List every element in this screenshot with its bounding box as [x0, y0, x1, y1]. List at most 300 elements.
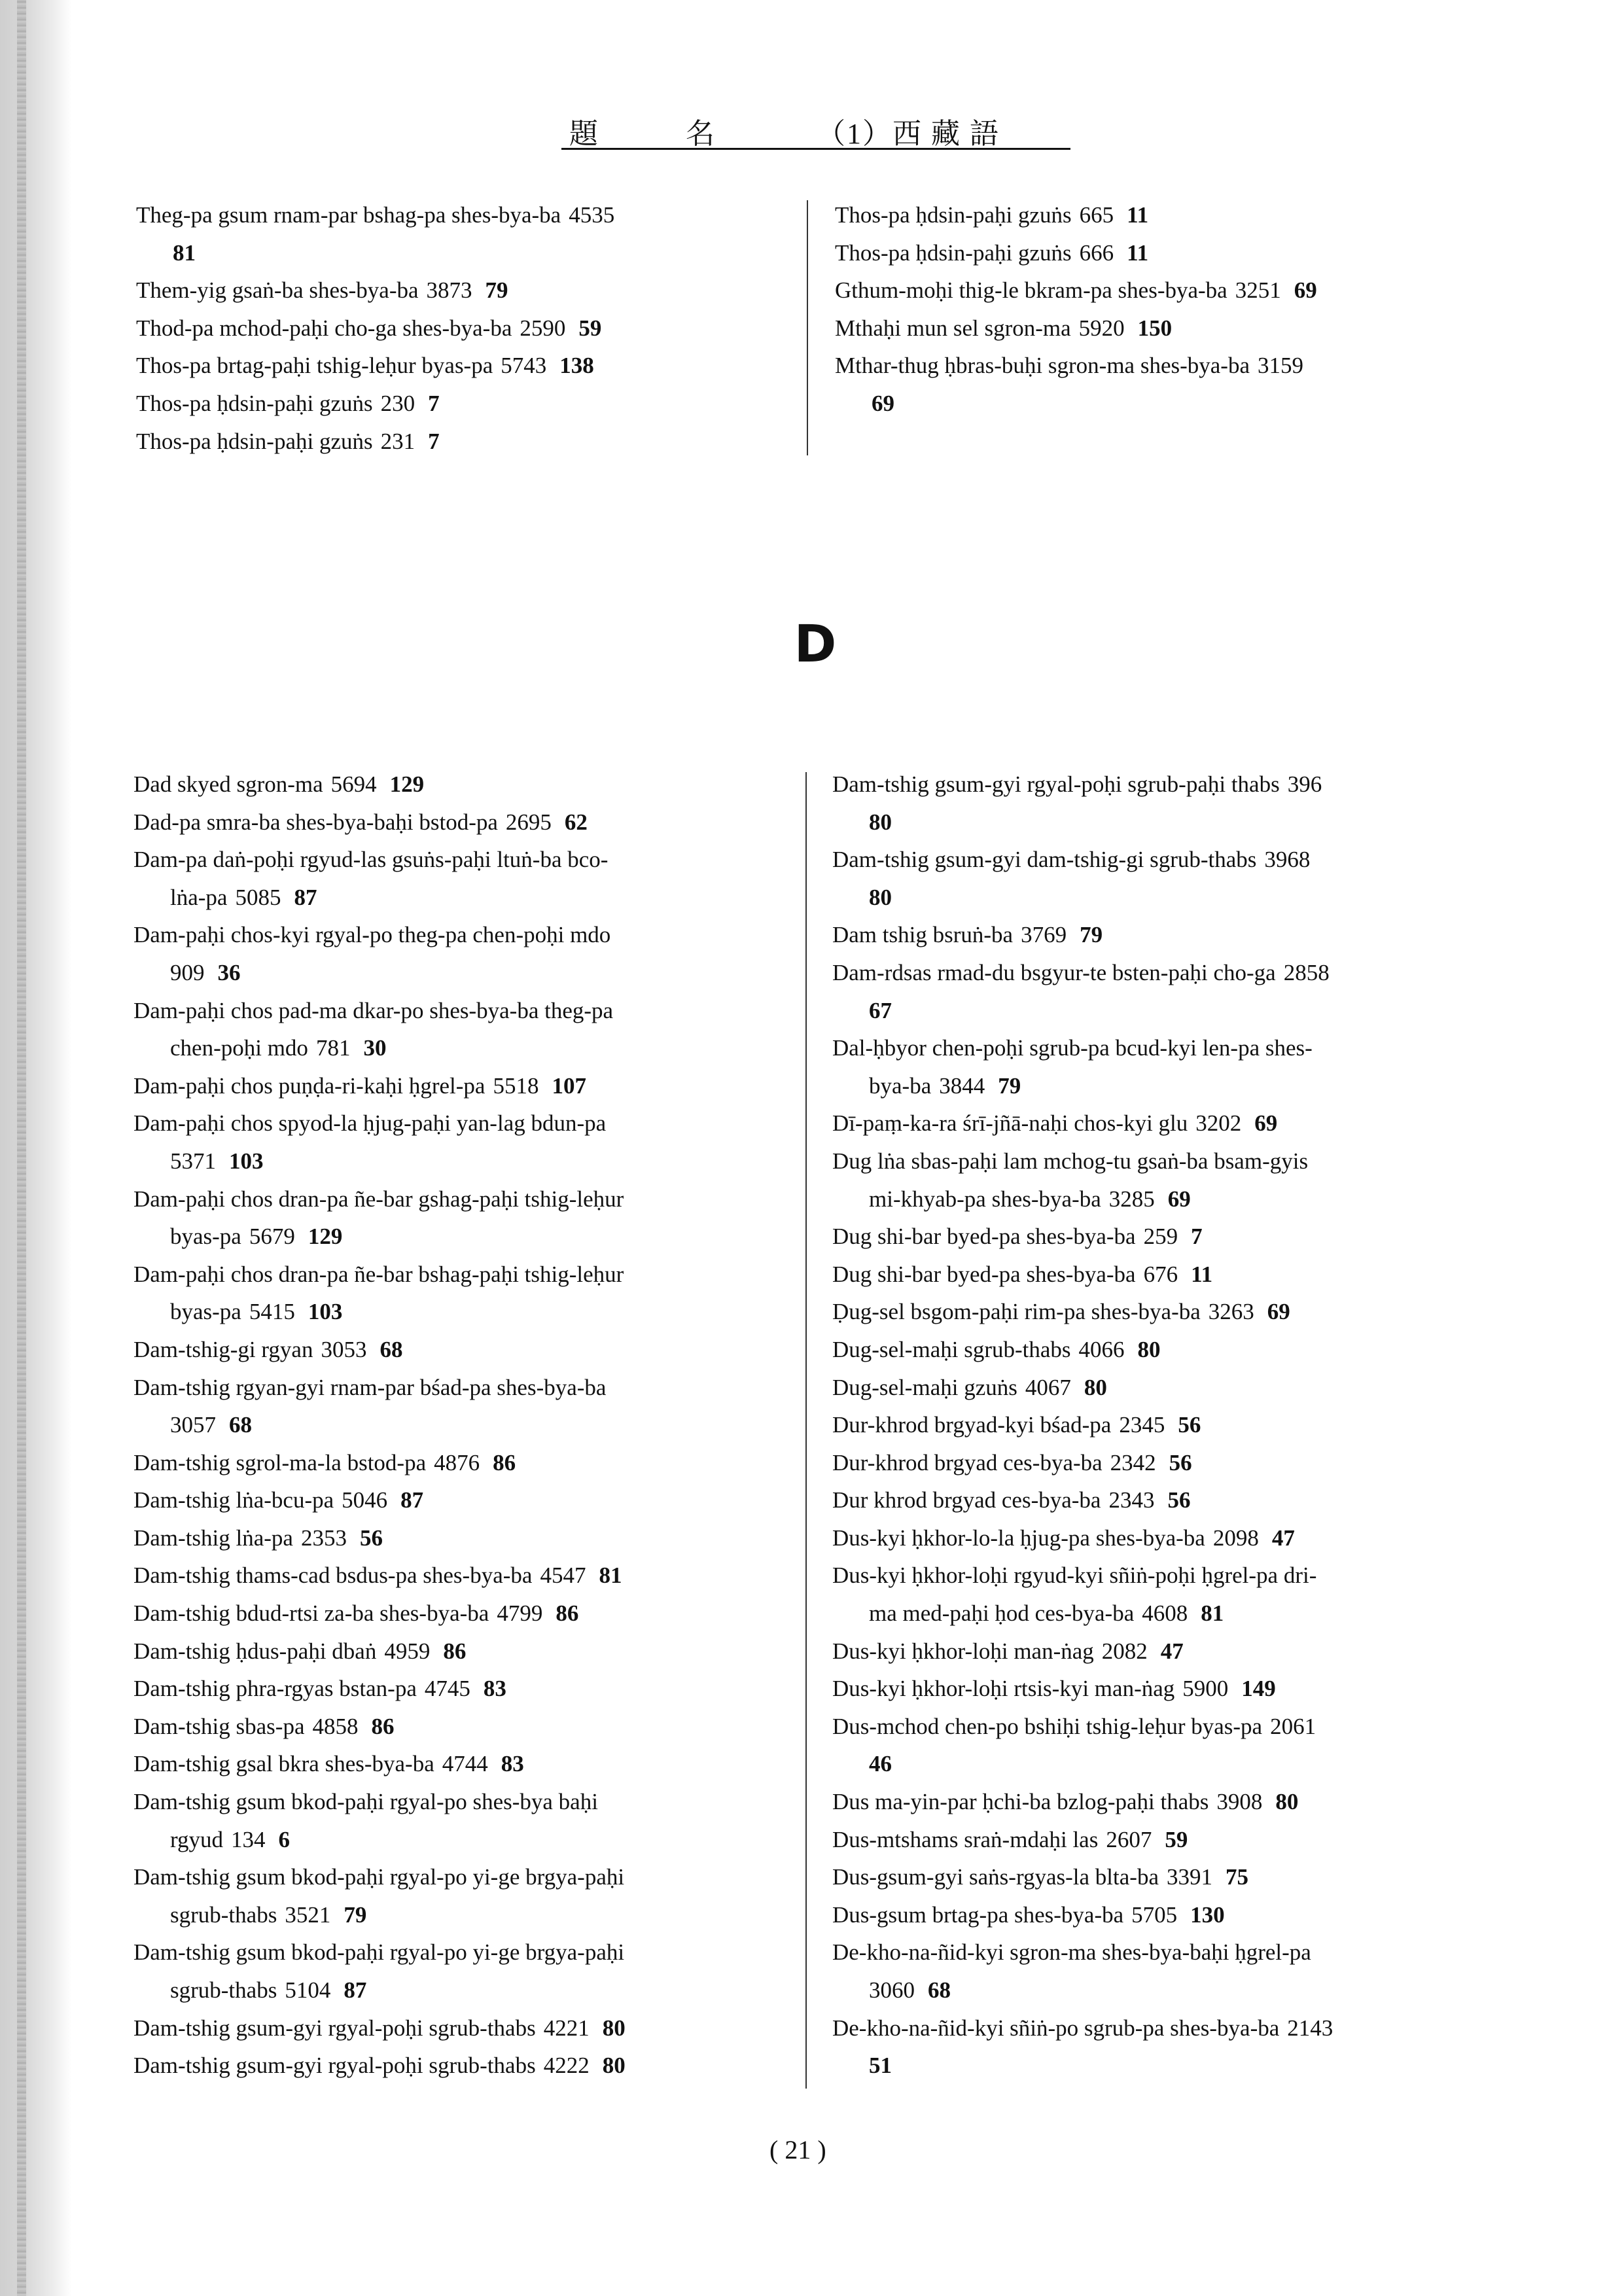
entry-page: 86 — [371, 1713, 395, 1739]
index-entry — [136, 347, 790, 385]
index-entry — [133, 804, 788, 841]
entry-line — [133, 1256, 788, 1294]
index-entry — [136, 272, 790, 309]
entry-continuation — [832, 1067, 1506, 1105]
entry-title: Dam-paḥi chos dran-pa ñe-bar bshag-paḥi tshig-leḥur — [133, 1261, 624, 1287]
entry-number: 231 — [380, 428, 415, 454]
entry-page: 81 — [1201, 1600, 1224, 1627]
entry-page: 11 — [1127, 239, 1149, 266]
entry-line — [832, 1858, 1506, 1896]
entry-title-cont: ma med-paḥi ḥod ces-bya-ba — [869, 1600, 1135, 1627]
entry-line — [133, 2009, 788, 2047]
entry-page: 79 — [344, 1901, 367, 1928]
entry-line — [133, 1557, 788, 1595]
index-entry — [832, 1331, 1506, 1369]
entry-line — [133, 1708, 788, 1746]
index-entry — [133, 1180, 788, 1256]
entry-page: 75 — [1225, 1864, 1248, 1890]
index-entry — [136, 385, 790, 423]
entry-title: Dī-paṃ-ka-ra śrī-jñā-naḥi chos-kyi glu — [832, 1110, 1188, 1137]
entry-line — [133, 804, 788, 841]
entry-line — [136, 272, 790, 309]
entry-number: 5679 — [249, 1224, 295, 1250]
entry-title: Dam-tshig gsum bkod-paḥi rgyal-po shes-bya baḥi — [133, 1789, 598, 1815]
entry-number: 676 — [1143, 1261, 1178, 1287]
entry-continuation — [832, 804, 1506, 841]
entry-number: 2098 — [1212, 1525, 1259, 1551]
entry-number: 4745 — [424, 1676, 470, 1702]
entry-number: 3263 — [1208, 1299, 1254, 1325]
entry-line — [133, 992, 788, 1030]
entry-title: Thos-pa ḥdsin-paḥi gzuṅs — [136, 390, 373, 416]
entry-number: 4858 — [312, 1713, 359, 1739]
index-entry — [133, 1595, 788, 1633]
index-entry — [133, 1256, 788, 1331]
entry-page: 87 — [294, 884, 317, 910]
entry-page: 56 — [1169, 1449, 1192, 1475]
entry-line — [133, 916, 788, 954]
entry-number: 3057 — [170, 1412, 216, 1438]
index-entry — [832, 1218, 1506, 1256]
index-entry — [133, 1633, 788, 1670]
index-entry — [832, 1783, 1506, 1821]
entry-line — [832, 1557, 1506, 1595]
entry-number: 2061 — [1270, 1713, 1316, 1739]
entry-line — [136, 385, 790, 423]
entry-number: 3202 — [1195, 1110, 1242, 1137]
entry-page: 80 — [869, 884, 892, 910]
entry-page: 68 — [380, 1336, 403, 1362]
entry-title: Dus-gsum-gyi saṅs-rgyas-la blta-ba — [832, 1864, 1159, 1890]
entry-line — [835, 234, 1502, 272]
entry-title: Dus-mtshams sraṅ-mdaḥi las — [832, 1826, 1099, 1852]
entry-page: 83 — [501, 1751, 524, 1777]
entry-line — [832, 1256, 1506, 1294]
entry-title: Ḍug-sel bsgom-paḥi rim-pa shes-bya-ba — [832, 1299, 1201, 1325]
entry-number: 3159 — [1258, 353, 1303, 379]
index-entry — [133, 1369, 788, 1444]
entry-title: Thos-pa brtag-paḥi tshig-leḥur byas-pa — [136, 353, 493, 379]
entry-line — [835, 196, 1502, 234]
entry-number: 3908 — [1216, 1789, 1263, 1815]
index-entry — [133, 1067, 788, 1105]
entry-page: 80 — [869, 809, 892, 835]
entry-page: 107 — [552, 1072, 586, 1099]
entry-title: Dam-tshig phra-rgyas bstan-pa — [133, 1676, 417, 1702]
index-entry — [832, 1708, 1506, 1783]
entry-title: Dam-paḥi chos puṇḍa-ri-kaḥi ḥgrel-pa — [133, 1072, 485, 1099]
index-entry — [832, 1519, 1506, 1557]
entry-page: 69 — [1267, 1299, 1290, 1325]
entry-number: 5371 — [170, 1148, 216, 1174]
index-entry — [832, 1406, 1506, 1444]
entry-title: Dus-gsum brtag-pa shes-bya-ba — [832, 1901, 1124, 1928]
entry-title: Dus-kyi ḥkhor-lo-la ḥjug-pa shes-bya-ba — [832, 1525, 1205, 1551]
entry-line — [835, 309, 1502, 347]
entry-number: 3769 — [1021, 922, 1067, 948]
entry-continuation — [133, 954, 788, 992]
index-entry — [133, 1557, 788, 1595]
entry-line — [133, 766, 788, 804]
entry-title: Dug lṅa sbas-paḥi lam mchog-tu gsaṅ-ba bsam-gyis — [832, 1148, 1309, 1174]
entry-title: Dug shi-bar byed-pa shes-bya-ba — [832, 1224, 1136, 1250]
index-entry — [832, 1821, 1506, 1859]
top-right-column — [835, 196, 1502, 423]
entry-title: Gthum-moḥi thig-le bkram-pa shes-bya-ba — [835, 277, 1227, 304]
page-edge-shadow — [0, 0, 72, 2296]
entry-line — [133, 1934, 788, 1971]
entry-line — [832, 1369, 1506, 1407]
entry-number: 5694 — [330, 771, 377, 797]
entry-page: 129 — [308, 1224, 343, 1250]
index-entry — [832, 766, 1506, 841]
index-entry — [832, 954, 1506, 1029]
index-right-column — [832, 766, 1506, 2085]
entry-title: Dam-tshig thams-cad bsdus-pa shes-bya-ba — [133, 1563, 533, 1589]
entry-page: 67 — [869, 997, 892, 1023]
entry-continuation — [832, 992, 1506, 1030]
entry-title: Dug shi-bar byed-pa shes-bya-ba — [832, 1261, 1136, 1287]
index-entry — [133, 1104, 788, 1180]
index-entry — [832, 1444, 1506, 1482]
entry-number: 3844 — [939, 1072, 985, 1099]
running-header — [561, 110, 1072, 149]
entry-line — [832, 1293, 1506, 1331]
entry-title-cont: sgrub-thabs — [170, 1977, 277, 2003]
entry-page: 62 — [564, 809, 588, 835]
entry-continuation — [133, 1821, 788, 1859]
entry-number: 5046 — [342, 1487, 388, 1513]
entry-line — [133, 1444, 788, 1482]
entry-title: Dam-tshig gsum-gyi rgyal-poḥi sgrub-thabs — [133, 2053, 536, 2079]
entry-continuation — [136, 234, 790, 272]
index-entry — [133, 2009, 788, 2047]
entry-title: Dam-tshig bdud-rtsi za-ba shes-bya-ba — [133, 1600, 489, 1627]
column-divider-top — [807, 200, 808, 455]
header-section: （1）西 藏 語 — [817, 118, 1000, 150]
entry-continuation — [133, 1971, 788, 2009]
entry-title: Dam-tshig lṅa-bcu-pa — [133, 1487, 334, 1513]
entry-title: Dus-kyi ḥkhor-loḥi man-ṅag — [832, 1638, 1094, 1664]
entry-page: 36 — [217, 959, 241, 985]
entry-title-cont: rgyud — [170, 1826, 224, 1852]
entry-title: Dam-tshig gsum-gyi dam-tshig-gi sgrub-thabs — [832, 847, 1257, 873]
index-entry — [832, 1557, 1506, 1632]
entry-title: Dam-paḥi chos-kyi rgyal-po theg-pa chen-poḥi mdo — [133, 922, 611, 948]
entry-title: Dam-pa daṅ-poḥi rgyud-las gsuṅs-paḥi ltuṅ-ba bco- — [133, 847, 609, 873]
entry-continuation — [835, 385, 1502, 423]
entry-title: Dus-mchod chen-po bshiḥi tshig-leḥur byas-pa — [832, 1713, 1263, 1739]
entry-title: Dam-paḥi chos spyod-la ḥjug-paḥi yan-lag bdun-pa — [133, 1110, 607, 1137]
entry-line — [133, 2047, 788, 2085]
entry-line — [832, 1670, 1506, 1708]
entry-title: Mthaḥi mun sel sgron-ma — [835, 315, 1071, 341]
entry-number: 909 — [170, 959, 205, 985]
entry-continuation — [832, 2047, 1506, 2085]
index-entry — [832, 1293, 1506, 1331]
index-entry — [133, 2047, 788, 2085]
entry-page: 69 — [1167, 1186, 1191, 1212]
index-entry — [136, 196, 790, 272]
header-title-1: 題 — [569, 118, 599, 150]
entry-number: 2353 — [300, 1525, 347, 1551]
entry-number: 259 — [1143, 1224, 1178, 1250]
index-entry — [832, 1104, 1506, 1142]
entry-page: 80 — [1275, 1789, 1299, 1815]
entry-title: Dam-tshig ḥdus-paḥi dbaṅ — [133, 1638, 377, 1664]
index-entry — [133, 1858, 788, 1934]
entry-line — [832, 841, 1506, 879]
entry-number: 666 — [1079, 239, 1114, 266]
index-entry — [133, 1783, 788, 1858]
entry-line — [832, 1331, 1506, 1369]
entry-page: 149 — [1241, 1676, 1276, 1702]
entry-continuation — [832, 879, 1506, 917]
entry-line — [832, 1218, 1506, 1256]
entry-line — [133, 1369, 788, 1407]
index-entry — [133, 766, 788, 804]
entry-number: 3873 — [426, 277, 472, 304]
entry-number: 2342 — [1110, 1449, 1156, 1475]
entry-page: 30 — [363, 1035, 387, 1061]
entry-line — [832, 916, 1506, 954]
top-left-column — [136, 196, 790, 460]
index-entry — [832, 1369, 1506, 1407]
entry-title: Thos-pa ḥdsin-paḥi gzuṅs — [136, 428, 373, 454]
entry-continuation — [832, 1180, 1506, 1218]
entry-line — [133, 1595, 788, 1633]
entry-title: Dam-tshig rgyan-gyi rnam-par bśad-pa shes-bya-ba — [133, 1374, 607, 1400]
entry-line — [133, 1331, 788, 1369]
entry-line — [832, 1896, 1506, 1934]
entry-page: 68 — [928, 1977, 951, 2003]
entry-continuation — [133, 1142, 788, 1180]
entry-line — [133, 1104, 788, 1142]
index-entry — [835, 272, 1502, 309]
entry-number: 4221 — [543, 2015, 590, 2041]
entry-number: 5705 — [1131, 1901, 1178, 1928]
entry-line — [136, 347, 790, 385]
entry-title: Thos-pa ḥdsin-paḥi gzuṅs — [835, 239, 1072, 266]
index-entry — [835, 196, 1502, 234]
entry-number: 781 — [315, 1035, 351, 1061]
entry-page: 81 — [173, 239, 196, 266]
entry-continuation — [133, 1406, 788, 1444]
entry-line — [832, 1444, 1506, 1482]
entry-title: Them-yig gsaṅ-ba shes-bya-ba — [136, 277, 419, 304]
entry-page: 87 — [400, 1487, 424, 1513]
section-letter: D — [794, 615, 837, 674]
entry-page: 7 — [1191, 1224, 1203, 1250]
entry-line — [133, 1858, 788, 1896]
entry-page: 80 — [1084, 1374, 1107, 1400]
entry-title: Dam-tshig-gi rgyan — [133, 1336, 313, 1362]
index-entry — [133, 1331, 788, 1369]
entry-continuation — [133, 1293, 788, 1331]
entry-number: 3521 — [285, 1901, 331, 1928]
entry-title: Dus-kyi ḥkhor-loḥi rgyud-kyi sñiṅ-poḥi ḥgrel-pa dri- — [832, 1563, 1317, 1589]
page-number: ( 21 ) — [769, 2135, 826, 2164]
entry-continuation — [133, 1218, 788, 1256]
entry-number: 2082 — [1101, 1638, 1148, 1664]
entry-page: 47 — [1271, 1525, 1295, 1551]
entry-line — [133, 1633, 788, 1670]
entry-page: 56 — [359, 1525, 383, 1551]
entry-continuation — [133, 879, 788, 917]
entry-number: 5104 — [285, 1977, 331, 2003]
index-entry — [832, 1481, 1506, 1519]
entry-number: 230 — [380, 390, 415, 416]
entry-number: 4799 — [497, 1600, 543, 1627]
entry-number: 5920 — [1078, 315, 1125, 341]
entry-number: 4066 — [1078, 1336, 1125, 1362]
entry-number: 5085 — [235, 884, 281, 910]
entry-title: Dal-ḥbyor chen-poḥi sgrub-pa bcud-kyi len-pa shes- — [832, 1035, 1313, 1061]
entry-title: Dus ma-yin-par ḥchi-ba bzlog-paḥi thabs — [832, 1789, 1209, 1815]
entry-page: 47 — [1160, 1638, 1184, 1664]
entry-line — [832, 1934, 1506, 1971]
entry-page: 80 — [602, 2053, 626, 2079]
entry-page: 80 — [602, 2015, 626, 2041]
entry-continuation — [133, 1029, 788, 1067]
entry-title-cont: byas-pa — [170, 1299, 241, 1325]
entry-title: Theg-pa gsum rnam-par bshag-pa shes-bya-ba — [136, 202, 561, 228]
entry-title: Dur khrod brgyad ces-bya-ba — [832, 1487, 1101, 1513]
entry-line — [832, 954, 1506, 992]
index-entry — [832, 1858, 1506, 1896]
entry-number: 5900 — [1182, 1676, 1229, 1702]
entry-number: 5415 — [249, 1299, 295, 1325]
entry-number: 3251 — [1235, 277, 1281, 304]
entry-continuation — [832, 1745, 1506, 1783]
index-entry — [832, 916, 1506, 954]
entry-line — [133, 1745, 788, 1783]
entry-page: 7 — [428, 428, 440, 454]
entry-title: Dam-paḥi chos dran-pa ñe-bar gshag-paḥi tshig-leḥur — [133, 1186, 624, 1212]
index-entry — [832, 841, 1506, 916]
column-divider-main — [805, 772, 807, 2089]
entry-title-cont: sgrub-thabs — [170, 1901, 277, 1928]
entry-number: 665 — [1079, 202, 1114, 228]
entry-line — [832, 1142, 1506, 1180]
entry-number: 4067 — [1025, 1374, 1071, 1400]
entry-line — [832, 1633, 1506, 1670]
entry-line — [136, 196, 790, 234]
entry-title: Dam-tshig sgrol-ma-la bstod-pa — [133, 1449, 427, 1475]
entry-page: 79 — [485, 277, 508, 304]
entry-page: 79 — [1080, 922, 1103, 948]
index-entry — [133, 1745, 788, 1783]
entry-number: 5743 — [501, 353, 547, 379]
entry-line — [832, 1029, 1506, 1067]
entry-line — [133, 1670, 788, 1708]
entry-page: 79 — [998, 1072, 1021, 1099]
entry-title: Thos-pa ḥdsin-paḥi gzuṅs — [835, 202, 1072, 228]
index-entry — [136, 423, 790, 461]
entry-page: 56 — [1178, 1412, 1201, 1438]
entry-title: Dam-tshig lṅa-pa — [133, 1525, 293, 1551]
entry-page: 11 — [1127, 202, 1149, 228]
index-entry — [133, 1670, 788, 1708]
entry-line — [832, 1708, 1506, 1746]
entry-page: 59 — [578, 315, 602, 341]
entry-title: Dam-paḥi chos pad-ma dkar-po shes-bya-ba theg-pa — [133, 997, 614, 1023]
entry-continuation — [133, 1896, 788, 1934]
entry-line — [835, 272, 1502, 309]
entry-number: 2590 — [520, 315, 566, 341]
index-entry — [832, 1633, 1506, 1670]
entry-title-cont: chen-poḥi mdo — [170, 1035, 308, 1061]
index-entry — [832, 1934, 1506, 2009]
index-entry — [835, 234, 1502, 272]
index-entry — [832, 1029, 1506, 1104]
index-entry — [832, 1670, 1506, 1708]
entry-page: 56 — [1167, 1487, 1191, 1513]
entry-number: 3968 — [1264, 847, 1311, 873]
entry-page: 103 — [308, 1299, 343, 1325]
entry-title: Dam-tshig gsum bkod-paḥi rgyal-po yi-ge brgya-paḥi — [133, 1864, 625, 1890]
entry-title: Dur-khrod brgyad-kyi bśad-pa — [832, 1412, 1112, 1438]
index-entry — [133, 916, 788, 991]
entry-line — [136, 309, 790, 347]
entry-title: Dam-tshig gsal bkra shes-bya-ba — [133, 1751, 434, 1777]
entry-number: 396 — [1287, 771, 1322, 797]
index-entry — [133, 1934, 788, 2009]
entry-page: 69 — [872, 390, 894, 416]
entry-page: 86 — [493, 1449, 516, 1475]
entry-title: Dug-sel-maḥi gzuṅs — [832, 1374, 1017, 1400]
entry-number: 4608 — [1142, 1600, 1188, 1627]
entry-page: 69 — [1254, 1110, 1278, 1137]
entry-line — [133, 841, 788, 879]
index-entry — [835, 309, 1502, 347]
entry-page: 7 — [428, 390, 440, 416]
entry-line — [832, 1406, 1506, 1444]
entry-line — [832, 1519, 1506, 1557]
entry-line — [136, 423, 790, 461]
entry-number: 3060 — [869, 1977, 915, 2003]
entry-line — [832, 2009, 1506, 2047]
entry-title: Dad skyed sgron-ma — [133, 771, 323, 797]
index-entry — [133, 841, 788, 916]
entry-continuation — [832, 1971, 1506, 2009]
entry-number: 4876 — [434, 1449, 480, 1475]
entry-number: 2607 — [1106, 1826, 1152, 1852]
entry-title: Dam-tshig gsum-gyi rgyal-poḥi sgrub-paḥi thabs — [832, 771, 1280, 797]
entry-title: Dam-rdsas rmad-du bsgyur-te bsten-paḥi cho-ga — [832, 959, 1276, 985]
entry-line — [133, 1067, 788, 1105]
entry-line — [832, 766, 1506, 804]
index-entry — [832, 1142, 1506, 1218]
entry-page: 81 — [599, 1563, 622, 1589]
entry-title-cont: byas-pa — [170, 1224, 241, 1250]
index-entry — [832, 1256, 1506, 1294]
index-entry — [133, 1708, 788, 1746]
entry-page: 68 — [229, 1412, 252, 1438]
entry-page: 130 — [1190, 1901, 1225, 1928]
entry-page: 80 — [1137, 1336, 1161, 1362]
entry-page: 69 — [1294, 277, 1317, 304]
entry-line — [832, 1783, 1506, 1821]
entry-number: 2858 — [1283, 959, 1330, 985]
entry-title-cont: mi-khyab-pa shes-bya-ba — [869, 1186, 1101, 1212]
entry-number: 3285 — [1108, 1186, 1155, 1212]
entry-line — [133, 1783, 788, 1821]
entry-line — [835, 347, 1502, 385]
entry-continuation — [832, 1595, 1506, 1633]
header-rule — [561, 148, 1070, 150]
index-entry — [832, 1896, 1506, 1934]
